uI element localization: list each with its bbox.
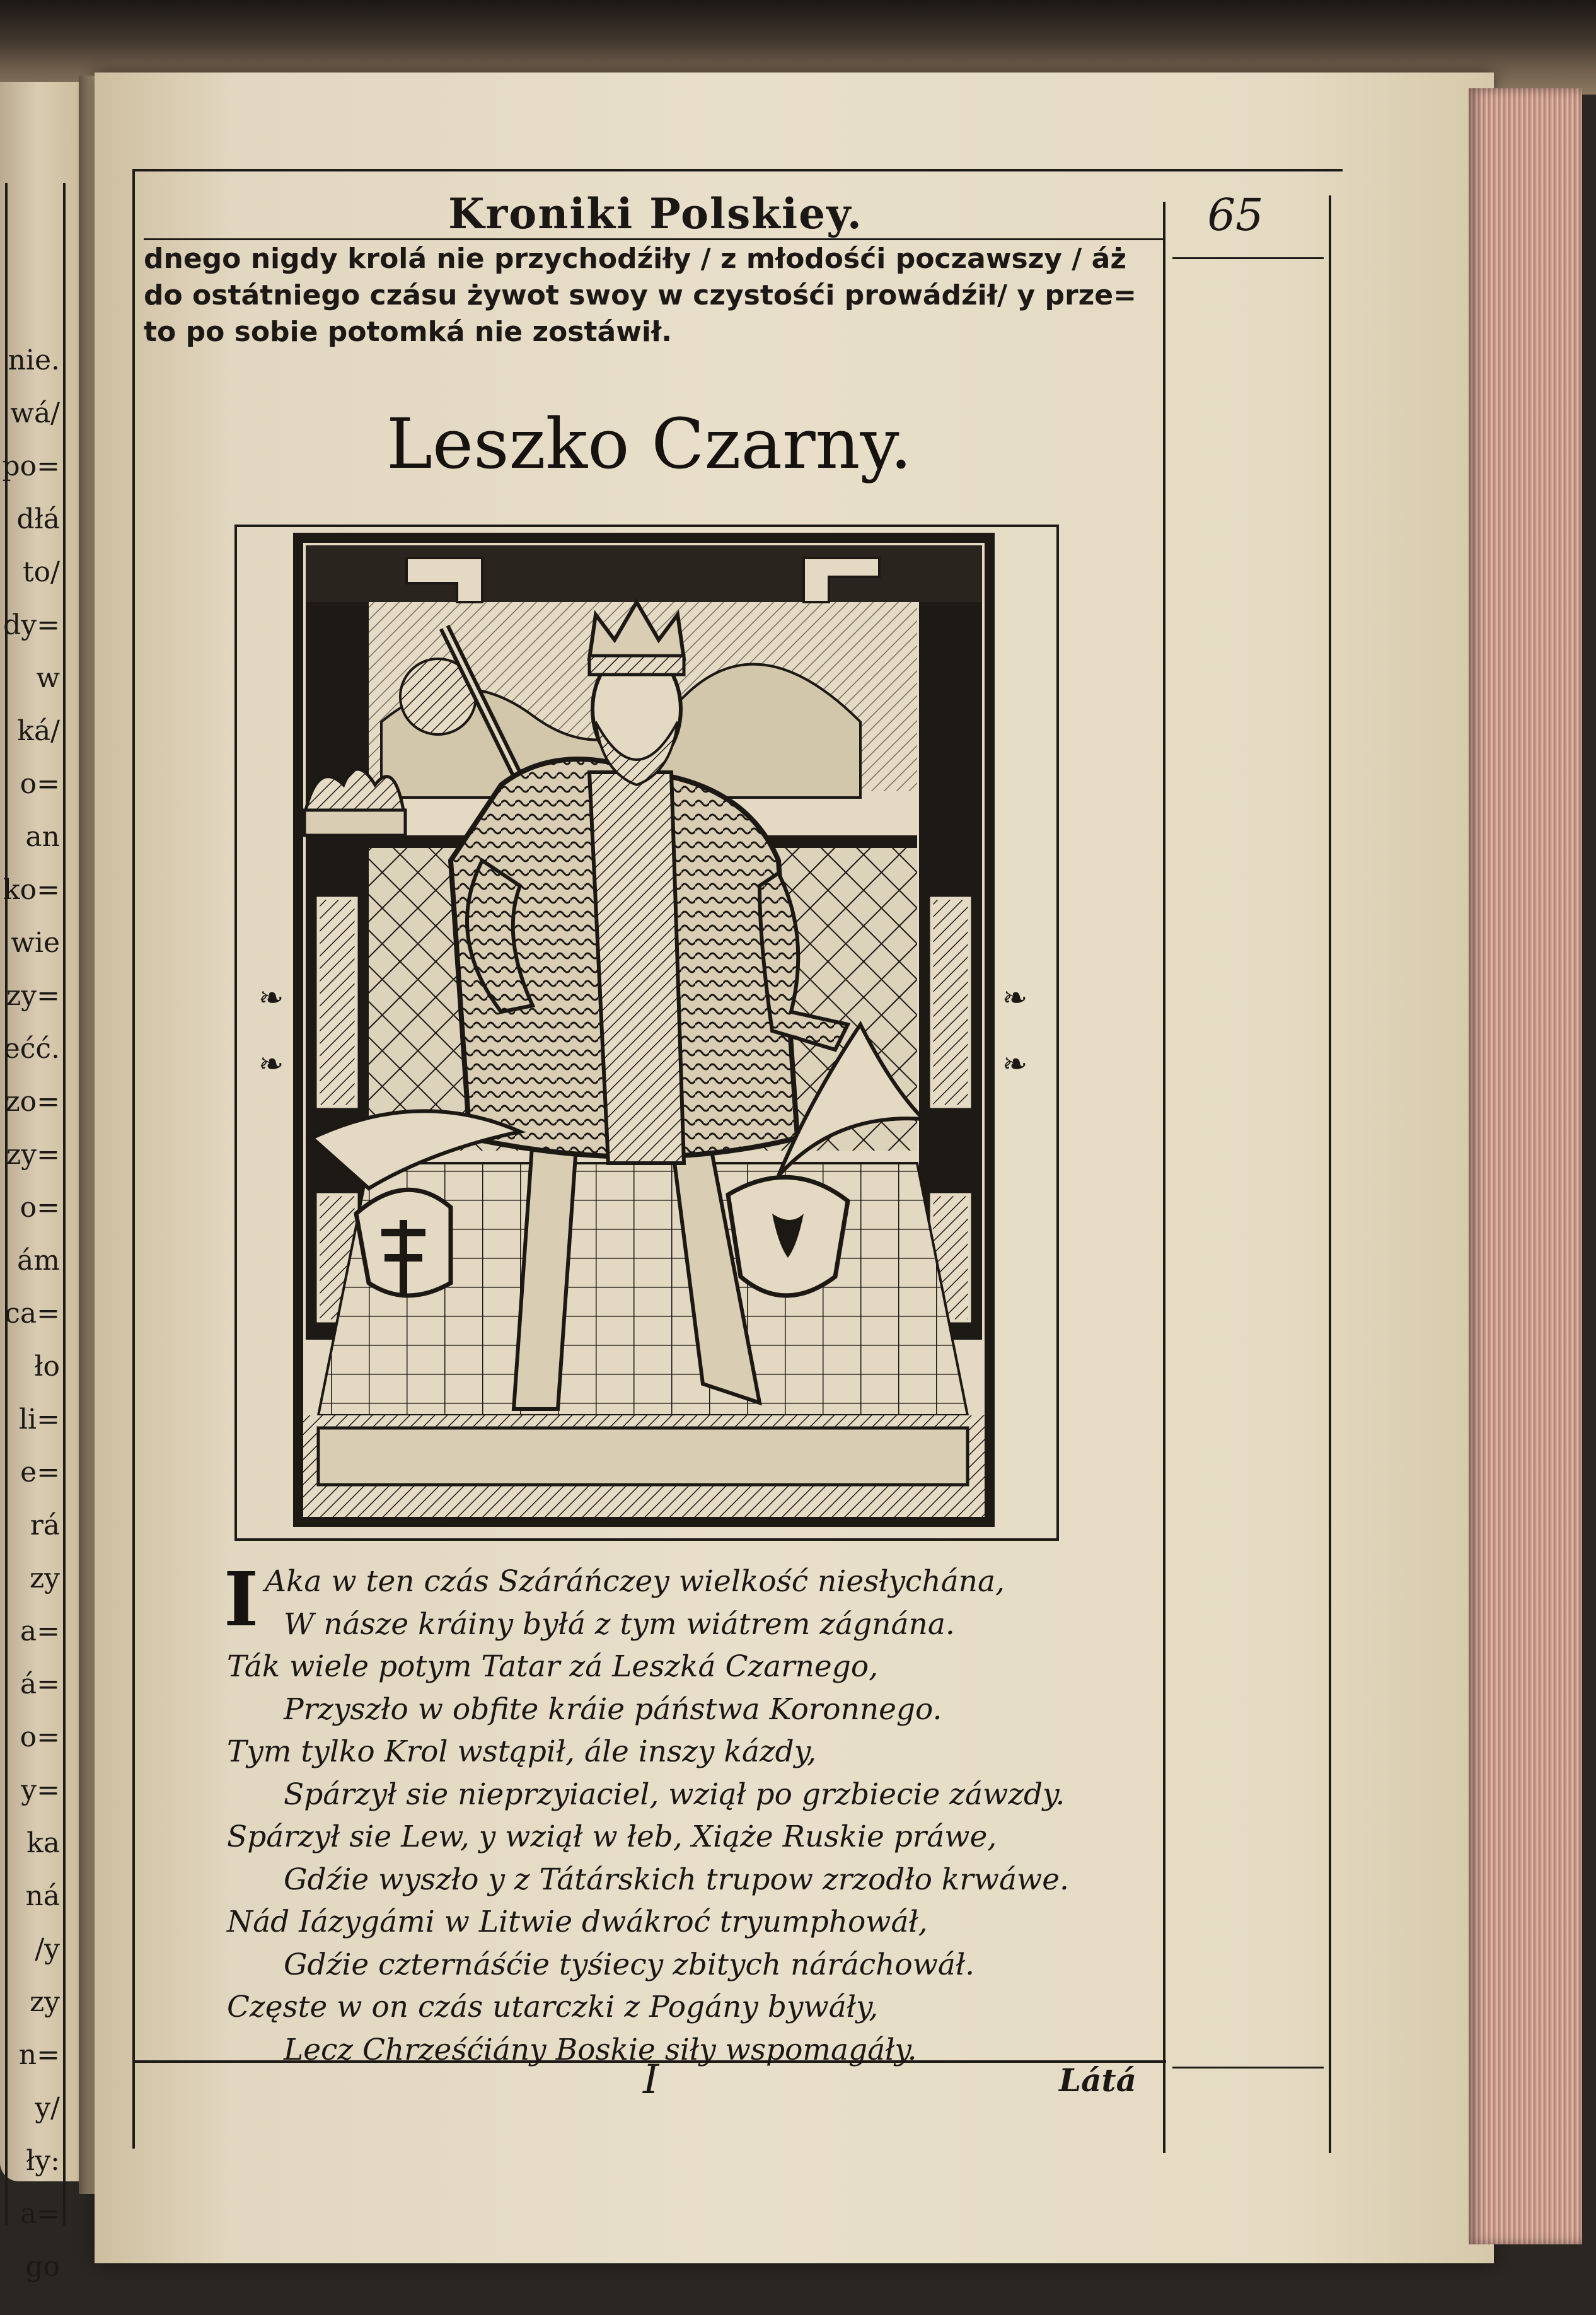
frame-outer-right-rule — [1329, 195, 1331, 2153]
verse-line: Spárzył sie Lew, y wziął w łeb, Xiąże Ruskie práwe, — [227, 1819, 997, 1854]
left-page-fragment: a= — [20, 2198, 60, 2230]
left-page-fragment: ca= — [4, 1297, 60, 1330]
left-page-fragment: zy — [29, 1986, 60, 2018]
left-page-fragment: li= — [18, 1403, 60, 1436]
left-page-fragment: á= — [20, 1668, 60, 1700]
left-page-fragment: ko= — [3, 874, 60, 906]
left-page-fragment: dłá — [16, 503, 60, 535]
left-page-fragment: e= — [20, 1456, 60, 1488]
ornament-glyph: ❧ — [1002, 1047, 1028, 1082]
left-page-fragment: zy — [29, 1562, 60, 1594]
verse-line: Lecz Chrześćiány Boskie siły wspomagáły. — [284, 2032, 917, 2067]
verse-line: Tym tylko Krol wstąpił, ále inszy kázdy, — [227, 1734, 817, 1769]
ornament-glyph: ❧ — [1002, 980, 1028, 1016]
ornament-glyph: ❧ — [258, 1047, 284, 1082]
ornament-glyph: ❧ — [258, 980, 284, 1016]
left-page-fragment: o= — [20, 768, 60, 800]
verse-line: Spárzył sie nieprzyiaciel, wziął po grzbiecie záwzdy. — [284, 1777, 1065, 1812]
margin-head-rule — [1172, 257, 1324, 259]
left-page-fragment: to/ — [23, 556, 60, 588]
frame-left-rule — [132, 169, 135, 2149]
left-page-text-fragments — [0, 334, 60, 2294]
verse-line: Gdźie wyszło y z Tátárskich trupow zrzodło krwáwe. — [284, 1862, 1069, 1897]
frame-top-rule — [132, 169, 1343, 171]
signature-mark: I — [643, 2057, 659, 2103]
left-page-fragment: po= — [2, 450, 60, 482]
left-page-fragment: rá — [30, 1509, 60, 1541]
left-page-fragment: go — [25, 2251, 60, 2283]
left-page-fragment: ło — [34, 1350, 60, 1383]
left-page-fragment: ły: — [26, 2145, 60, 2177]
verse-line: Ták wiele potym Tatar zá Leszká Czarnego, — [227, 1649, 879, 1684]
intro-line: do ostátniego czásu żywot swoy w czystośći prowádźił/ y prze= — [144, 279, 1136, 311]
left-page-fragment: dy= — [3, 609, 60, 641]
chapter-title: Leszko Czarny. — [386, 403, 913, 484]
running-head: Kroniki Polskiey. — [448, 189, 863, 238]
left-page-fragment: an — [25, 821, 60, 853]
left-page-fragment: o= — [20, 1721, 60, 1753]
left-page-fragment: ná — [25, 1880, 60, 1912]
left-page-fragment: nie. — [8, 344, 60, 376]
left-page-fragment: a= — [20, 1615, 60, 1647]
verse-line: Gdźie czternáśćie tyśiecy zbitych náráchowáł. — [284, 1947, 975, 1982]
intro-line: dnego nigdy krolá nie przychodźiły / z młodośći poczawszy / áż — [144, 243, 1126, 275]
left-page-fragment: w — [36, 662, 60, 694]
left-page-fragment: /y — [35, 1933, 60, 1965]
left-page-fragment: o= — [20, 1192, 60, 1224]
left-page-fragment: zy= — [6, 980, 60, 1012]
intro-line: to po sobie potomká nie zostáwił. — [144, 316, 672, 348]
left-page-fragment: ećć. — [3, 1033, 60, 1065]
woodcut-king-portrait — [293, 533, 995, 1527]
verse-line: Częste w on czás utarczki z Pogány bywáły, — [227, 1990, 879, 2024]
left-page-fragment: wie — [11, 927, 60, 959]
left-page-fragment: y/ — [35, 2092, 60, 2124]
left-page-fragment: y= — [21, 1774, 60, 1806]
left-page-fragment: n= — [18, 2039, 60, 2071]
verse-line: Nád Iázygámi w Litwie dwákroć tryumphowáł, — [227, 1905, 928, 1939]
left-column-rule — [63, 183, 66, 2225]
intro-paragraph — [144, 241, 1165, 351]
catchword: Látá — [1059, 2062, 1137, 2099]
verse-line: Przyszło w obfite kráie páństwa Koronnego. — [284, 1691, 942, 1727]
margin-bottom-rule — [1172, 2067, 1324, 2068]
page-fore-edge — [1469, 88, 1582, 2244]
left-page-fragment: zo= — [5, 1086, 60, 1118]
verse-line: Aka w ten czás Száráńczey wielkość niesłychána, — [265, 1564, 1005, 1599]
left-page-fragment: ká/ — [17, 715, 60, 747]
verse-block — [227, 1560, 1185, 2071]
page-number: 65 — [1207, 189, 1264, 241]
left-page-fragment: zy= — [6, 1139, 60, 1171]
left-page-fragment: ka — [26, 1827, 60, 1859]
verse-line: W násze kráiny byłá z tym wiátrem zágnána. — [284, 1606, 955, 1642]
left-page-fragment: wá/ — [10, 397, 60, 429]
left-page-fragment: ám — [17, 1245, 60, 1277]
head-rule — [144, 238, 1165, 240]
drop-capital: I — [224, 1555, 259, 1643]
